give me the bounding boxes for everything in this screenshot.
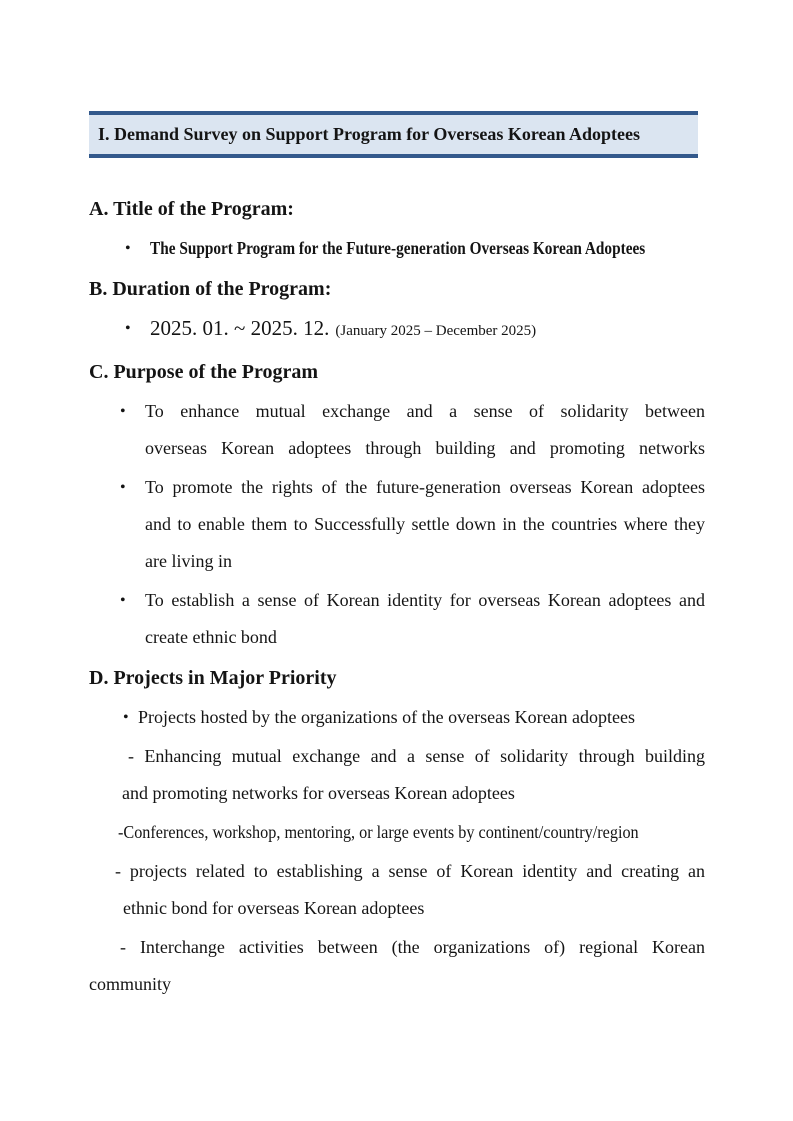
line: To enhance mutual exchange and a sense of solidarity between <box>145 401 705 421</box>
date-range: 2025. 01. ~ 2025. 12. <box>150 316 330 340</box>
bullet-marker: • <box>125 240 131 257</box>
line: To promote the rights of the future-generation overseas Korean adoptees <box>145 477 705 497</box>
sub-item-d3 <box>89 853 705 927</box>
bullet-marker: • <box>123 709 129 726</box>
line: - Interchange activities between (the organizations of) regional Korean <box>120 937 705 957</box>
line: To establish a sense of Korean identity for overseas Korean adoptees and <box>145 590 705 610</box>
sub-item-d4 <box>89 929 705 1003</box>
list-item-d <box>89 699 705 736</box>
document-content <box>89 111 705 1003</box>
line <box>118 814 705 851</box>
line <box>150 230 705 267</box>
section-title-box <box>89 111 698 158</box>
bullet-marker: • <box>120 592 126 609</box>
line: - projects related to establishing a sense of Korean identity and creating an <box>115 861 705 881</box>
heading-c: C. Purpose of the Program <box>89 361 319 383</box>
line: and promoting networks for overseas Korean adoptees <box>122 783 515 803</box>
line: ethnic bond for overseas Korean adoptees <box>123 898 425 918</box>
section-title: I. Demand Survey on Support Program for Overseas Korean Adoptees <box>98 124 640 144</box>
date-note: (January 2025 – December 2025) <box>335 323 537 339</box>
sub-item-d1 <box>89 738 705 812</box>
list-item-c1 <box>89 393 705 467</box>
program-title-text: The Support Program for the Future-generation Overseas Korean Adoptees <box>150 238 646 258</box>
line: community <box>89 974 171 994</box>
line: overseas Korean adoptees through building and promoting networks <box>145 438 705 458</box>
sub-item-d2 <box>89 814 705 851</box>
heading-d: D. Projects in Major Priority <box>89 667 337 689</box>
list-item-b <box>89 310 705 350</box>
list-item-c3 <box>89 582 705 656</box>
line: are living in <box>145 551 232 571</box>
heading-b: B. Duration of the Program: <box>89 278 332 300</box>
bullet-marker: • <box>120 479 126 496</box>
sub-item-d2-text: -Conferences, workshop, mentoring, or large events by continent/country/region <box>118 822 639 842</box>
line: Projects hosted by the organizations of the overseas Korean adoptees <box>138 707 636 727</box>
heading-a: A. Title of the Program: <box>89 198 294 220</box>
bullet-marker: • <box>125 320 131 337</box>
bullet-marker: • <box>120 403 126 420</box>
list-item-c2 <box>89 469 705 580</box>
line: and to enable them to Successfully settle down in the countries where they <box>145 514 705 534</box>
line: create ethnic bond <box>145 627 277 647</box>
line: - Enhancing mutual exchange and a sense of solidarity through building <box>128 746 705 766</box>
list-item-a <box>89 230 705 267</box>
line <box>150 310 705 350</box>
